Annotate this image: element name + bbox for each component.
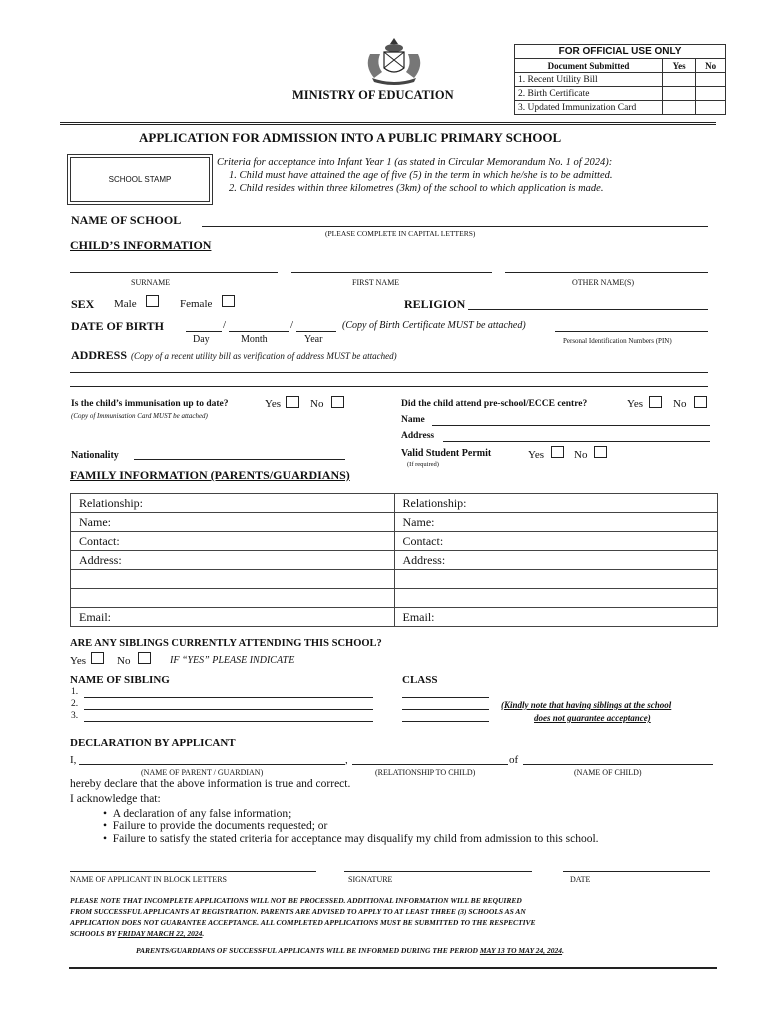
inform-post: . xyxy=(562,946,564,955)
date-label: DATE xyxy=(570,875,591,884)
applicant-name-label: NAME OF APPLICANT IN BLOCK LETTERS xyxy=(70,875,227,884)
official-col-no: No xyxy=(696,59,726,73)
official-cell[interactable] xyxy=(663,87,696,101)
inform-period: MAY 13 TO MAY 24, 2024 xyxy=(479,946,563,955)
child-info-heading: CHILD’S INFORMATION xyxy=(70,238,212,252)
sibling-note-line-2: does not guarantee acceptance) xyxy=(534,713,651,723)
religion-field[interactable] xyxy=(468,309,708,310)
dob-year-field[interactable] xyxy=(296,331,336,332)
dob-slash: / xyxy=(223,319,227,331)
official-col-yes: Yes xyxy=(663,59,696,73)
criteria-intro: Criteria for acceptance into Infant Year 1 (as stated in Circular Memorandum No. 1 of 2024): xyxy=(217,157,613,168)
footer-note-line-3: APPLICATION DOES NOT GUARANTEE ACCEPTANCE. ALL COMPLETED APPLICATIONS MUST BE SUBMITTED TO THE RESPECTIVE xyxy=(70,918,536,927)
ministry-title: MINISTRY OF EDUCATION xyxy=(292,88,454,102)
declaration-text: hereby declare that the above information is true and correct. xyxy=(70,778,351,790)
immunisation-no-label: No xyxy=(310,398,324,410)
applicant-name-field[interactable] xyxy=(70,871,316,872)
sibling-name-1-field[interactable] xyxy=(84,697,373,698)
permit-yes-label: Yes xyxy=(528,449,545,461)
address-row xyxy=(71,346,397,364)
other-names-label: OTHER NAME(S) xyxy=(572,278,634,287)
pin-label: Personal Identification Numbers (PIN) xyxy=(563,337,672,345)
footer-note-line-2: FROM SUCCESSFUL APPLICANTS AT REGISTRATION. PARENTS ARE ADVISED TO APPLY TO AT LEAST THREE (3) SCHOOLS AS AN xyxy=(70,907,526,916)
address-note: (Copy of a recent utility bill as verification of address MUST be attached) xyxy=(131,351,397,361)
siblings-indicate: IF “YES” PLEASE INDICATE xyxy=(170,655,295,666)
dob-slash: / xyxy=(290,319,294,331)
email-2-field[interactable]: Email: xyxy=(394,608,718,627)
sibling-name-2-field[interactable] xyxy=(84,709,373,710)
sibling-row-1-number: 1. xyxy=(71,687,79,697)
date-field[interactable] xyxy=(563,871,710,872)
religion-label: RELIGION xyxy=(404,297,466,311)
preschool-yes-checkbox[interactable] xyxy=(649,396,662,408)
footer-note-line-4 xyxy=(70,928,710,939)
official-cell[interactable] xyxy=(663,101,696,115)
official-use-table xyxy=(514,44,726,115)
relationship-field[interactable] xyxy=(352,764,508,765)
siblings-question: ARE ANY SIBLINGS CURRENTLY ATTENDING THIS SCHOOL? xyxy=(70,638,382,649)
signature-field[interactable] xyxy=(344,871,532,872)
child-name-label: (NAME OF CHILD) xyxy=(574,768,642,777)
inform-pre: PARENTS/GUARDIANS OF SUCCESSFUL APPLICANTS WILL BE INFORMED DURING THE PERIOD xyxy=(136,946,480,955)
bullet-text: A declaration of any false information; xyxy=(112,808,292,820)
official-cell[interactable] xyxy=(696,87,726,101)
bullet-text: Failure to satisfy the stated criteria for acceptance may disqualify my child from admission to this school. xyxy=(112,833,599,845)
nationality-field[interactable] xyxy=(134,459,345,460)
preschool-question: Did the child attend pre-school/ECCE centre? xyxy=(401,399,588,409)
nationality-label: Nationality xyxy=(71,450,119,461)
acknowledge-bullet-3: • Failure to satisfy the stated criteria for acceptance may disqualify my child from admission to this school. xyxy=(103,833,599,845)
dob-day-label: Day xyxy=(193,334,210,345)
dob-month-field[interactable] xyxy=(229,331,289,332)
relationship-1-field[interactable]: Relationship: xyxy=(71,494,395,513)
school-stamp-label: SCHOOL STAMP xyxy=(108,175,172,184)
male-checkbox[interactable] xyxy=(146,295,159,307)
sibling-class-3-field[interactable] xyxy=(402,721,489,722)
name-2-field[interactable]: Name: xyxy=(394,513,718,532)
school-name-note: (PLEASE COMPLETE IN CAPITAL LETTERS) xyxy=(325,229,476,238)
official-cell[interactable] xyxy=(663,73,696,87)
header-rule xyxy=(60,122,716,125)
female-checkbox[interactable] xyxy=(222,295,235,307)
permit-note: (If required) xyxy=(407,461,439,468)
address-2-field[interactable]: Address: xyxy=(394,551,718,570)
criteria-item-2: 2. Child resides within three kilometres (3km) of the school to which application is made. xyxy=(229,183,604,194)
preschool-address-label: Address xyxy=(401,431,435,441)
criteria-item-1: 1. Child must have attained the age of five (5) in the term in which he/she is to be admitted. xyxy=(229,170,613,181)
address-label: ADDRESS xyxy=(71,348,128,362)
permit-no-label: No xyxy=(574,449,588,461)
child-name-field[interactable] xyxy=(523,764,713,765)
surname-field[interactable] xyxy=(70,272,278,273)
footer-note-line-1: PLEASE NOTE THAT INCOMPLETE APPLICATIONS WILL NOT BE PROCESSED. ADDITIONAL INFORMATION WILL BE REQUIRED xyxy=(70,896,522,905)
siblings-yes-label: Yes xyxy=(70,655,87,667)
bullet-text: Failure to provide the documents requested; or xyxy=(112,820,328,832)
preschool-address-field[interactable] xyxy=(443,441,710,442)
siblings-no-label: No xyxy=(117,655,131,667)
declaration-i: I, xyxy=(70,754,77,766)
siblings-yes-checkbox[interactable] xyxy=(91,652,104,664)
surname-label: SURNAME xyxy=(131,278,171,287)
sibling-class-2-field[interactable] xyxy=(402,709,489,710)
acknowledge-bullet-1: • A declaration of any false information; xyxy=(103,808,292,820)
family-info-heading: FAMILY INFORMATION (PARENTS/GUARDIANS) xyxy=(70,468,350,482)
footer-note xyxy=(70,895,710,939)
inform-note xyxy=(136,946,564,955)
immunisation-yes-label: Yes xyxy=(265,398,282,410)
declaration-comma: , xyxy=(345,754,348,766)
name-1-field[interactable]: Name: xyxy=(71,513,395,532)
sibling-class-heading: CLASS xyxy=(402,674,438,686)
submission-deadline: FRIDAY MARCH 22, 2024 xyxy=(117,929,203,938)
official-row-utility: 1. Recent Utility Bill xyxy=(515,73,663,87)
immunisation-no-checkbox[interactable] xyxy=(331,396,344,408)
sibling-class-1-field[interactable] xyxy=(402,697,489,698)
pin-field[interactable] xyxy=(555,331,708,332)
dob-label: DATE OF BIRTH xyxy=(71,319,164,333)
address-2-cont[interactable] xyxy=(394,570,718,589)
declaration-of: of xyxy=(509,754,519,766)
sibling-row-3-number: 3. xyxy=(71,711,79,721)
acknowledge-text: I acknowledge that: xyxy=(70,793,161,805)
preschool-name-field[interactable] xyxy=(432,425,710,426)
parent-name-label: (NAME OF PARENT / GUARDIAN) xyxy=(141,768,264,777)
dob-note: (Copy of Birth Certificate MUST be attached) xyxy=(342,320,526,331)
family-info-table xyxy=(70,493,718,627)
address-1-field[interactable]: Address: xyxy=(71,551,395,570)
school-stamp-box xyxy=(70,157,210,202)
preschool-no-checkbox[interactable] xyxy=(694,396,707,408)
permit-yes-checkbox[interactable] xyxy=(551,446,564,458)
contact-2-field[interactable]: Contact: xyxy=(394,532,718,551)
school-name-label: NAME OF SCHOOL xyxy=(71,213,182,227)
male-label: Male xyxy=(114,298,137,310)
first-name-field[interactable] xyxy=(291,272,492,273)
dob-month-label: Month xyxy=(241,334,268,345)
contact-1-field[interactable]: Contact: xyxy=(71,532,395,551)
preschool-no-label: No xyxy=(673,398,687,410)
signature-label: SIGNATURE xyxy=(348,875,393,884)
immunisation-question: Is the child’s immunisation up to date? xyxy=(71,399,229,409)
form-title: APPLICATION FOR ADMISSION INTO A PUBLIC PRIMARY SCHOOL xyxy=(139,130,562,145)
dob-day-field[interactable] xyxy=(186,331,222,332)
relationship-2-field[interactable]: Relationship: xyxy=(394,494,718,513)
immunisation-note: (Copy of Immunisation Card MUST be attached) xyxy=(71,412,208,420)
official-col-document: Document Submitted xyxy=(515,59,663,73)
declaration-heading: DECLARATION BY APPLICANT xyxy=(70,737,236,749)
school-name-field[interactable] xyxy=(202,226,708,227)
sex-label: SEX xyxy=(71,297,95,311)
acknowledge-bullet-2: • Failure to provide the documents requested; or xyxy=(103,820,328,832)
relationship-label: (RELATIONSHIP TO CHILD) xyxy=(375,768,476,777)
dob-year-label: Year xyxy=(304,334,323,345)
preschool-name-label: Name xyxy=(401,415,425,425)
other-names-field[interactable] xyxy=(505,272,708,273)
sibling-note-line-1: (Kindly note that having siblings at the school xyxy=(501,700,672,710)
official-cell[interactable] xyxy=(696,101,726,115)
sibling-row-2-number: 2. xyxy=(71,699,79,709)
permit-no-checkbox[interactable] xyxy=(594,446,607,458)
sibling-name-3-field[interactable] xyxy=(84,721,373,722)
official-cell[interactable] xyxy=(696,73,726,87)
address-2-cont[interactable] xyxy=(394,589,718,608)
official-row-immunization: 3. Updated Immunization Card xyxy=(515,101,663,115)
sibling-name-heading: NAME OF SIBLING xyxy=(70,674,170,686)
footer-note-pre: SCHOOLS BY xyxy=(70,929,118,938)
address-field-1[interactable] xyxy=(70,372,708,373)
first-name-label: FIRST NAME xyxy=(352,278,400,287)
address-1-cont[interactable] xyxy=(71,570,395,589)
immunisation-yes-checkbox[interactable] xyxy=(286,396,299,408)
coat-of-arms-emblem xyxy=(358,34,430,86)
permit-label: Valid Student Permit xyxy=(401,448,492,459)
official-row-birth-cert: 2. Birth Certificate xyxy=(515,87,663,101)
preschool-yes-label: Yes xyxy=(627,398,644,410)
female-label: Female xyxy=(180,298,213,310)
parent-name-field[interactable] xyxy=(79,764,345,765)
address-field-2[interactable] xyxy=(70,386,708,387)
address-1-cont[interactable] xyxy=(71,589,395,608)
footer-rule xyxy=(69,967,717,969)
email-1-field[interactable]: Email: xyxy=(71,608,395,627)
official-use-heading: FOR OFFICIAL USE ONLY xyxy=(515,45,726,59)
siblings-no-checkbox[interactable] xyxy=(138,652,151,664)
footer-note-post: . xyxy=(202,929,205,938)
